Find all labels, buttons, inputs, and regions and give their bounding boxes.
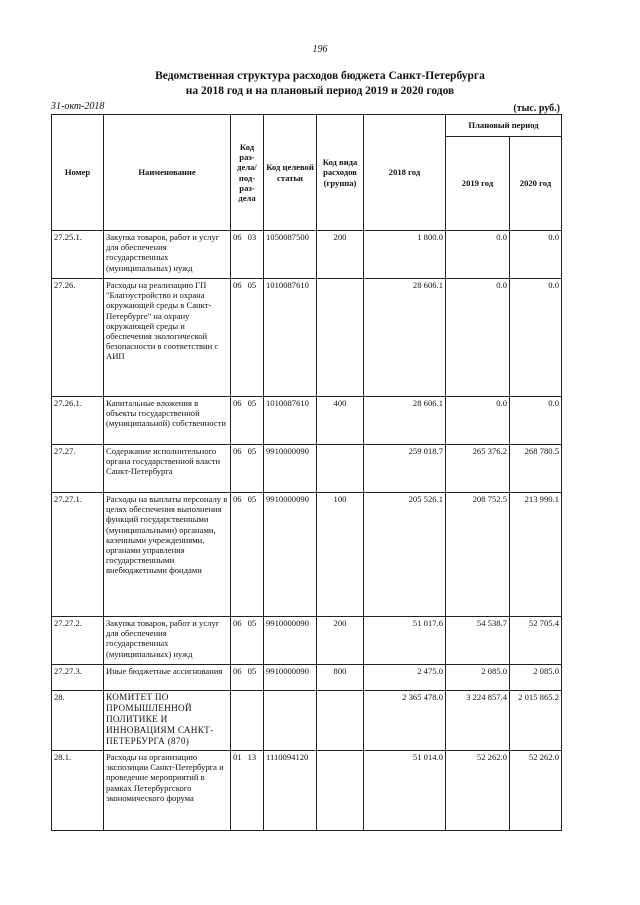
table-row bbox=[52, 445, 562, 493]
units-label: (тыс. руб.) bbox=[513, 103, 560, 114]
header-expense-type: Код вида расходов (группа) bbox=[317, 115, 364, 231]
row-name: Расходы на выплаты персоналу в целях обеспечения выполнения функций государственными (муниципальными) органами, казенными учреждениями, органами управления государственными внебюджетными фондами bbox=[104, 493, 231, 617]
row-name: Расходы на организацию экспозиции Санкт-Петербурга и проведение мероприятий в рамках Петербургского экономического форума bbox=[104, 751, 231, 831]
row-rz: 06 bbox=[233, 494, 242, 504]
row-rz-pr bbox=[231, 279, 264, 397]
row-2018: 28 606.1 bbox=[364, 279, 446, 397]
row-rz: 06 bbox=[233, 618, 242, 628]
row-2020: 0.0 bbox=[510, 397, 562, 445]
table-row bbox=[52, 279, 562, 397]
row-2020: 268 780.5 bbox=[510, 445, 562, 493]
header-target: Код целевой статьи bbox=[264, 115, 317, 231]
table-row bbox=[52, 231, 562, 279]
row-rz-pr bbox=[231, 691, 264, 751]
row-number: 28. bbox=[52, 691, 104, 751]
row-rz: 06 bbox=[233, 232, 242, 242]
row-expense-type: 400 bbox=[317, 397, 364, 445]
row-number: 27.27.3. bbox=[52, 665, 104, 691]
header-rz-pr: Код раз-дела/ под-раз-дела bbox=[231, 115, 264, 231]
row-2019: 0.0 bbox=[446, 279, 510, 397]
budget-table bbox=[51, 114, 562, 831]
row-2020: 0.0 bbox=[510, 279, 562, 397]
row-2018: 51 014.0 bbox=[364, 751, 446, 831]
row-target bbox=[264, 691, 317, 751]
row-number: 28.1. bbox=[52, 751, 104, 831]
row-number: 27.26.1. bbox=[52, 397, 104, 445]
title-line-2: на 2018 год и на плановый период 2019 и 2020 годов bbox=[185, 85, 455, 97]
row-2020: 0.0 bbox=[510, 231, 562, 279]
row-2020: 52 262.0 bbox=[510, 751, 562, 831]
row-expense-type bbox=[317, 279, 364, 397]
table-row bbox=[52, 617, 562, 665]
row-rz-pr bbox=[231, 397, 264, 445]
table-row bbox=[52, 665, 562, 691]
table-row bbox=[52, 691, 562, 751]
row-expense-type bbox=[317, 691, 364, 751]
row-expense-type: 800 bbox=[317, 665, 364, 691]
table-row bbox=[52, 751, 562, 831]
row-expense-type: 100 bbox=[317, 493, 364, 617]
row-target: 9910000090 bbox=[264, 493, 317, 617]
row-target: 1110094120 bbox=[264, 751, 317, 831]
row-2019: 2 085.0 bbox=[446, 665, 510, 691]
row-2018: 205 526.1 bbox=[364, 493, 446, 617]
row-pr: 05 bbox=[247, 618, 257, 628]
table-body bbox=[52, 231, 562, 831]
row-2018: 2 365 478.0 bbox=[364, 691, 446, 751]
row-2018: 2 475.0 bbox=[364, 665, 446, 691]
row-target: 9910000090 bbox=[264, 665, 317, 691]
row-target: 1010087610 bbox=[264, 279, 317, 397]
row-rz-pr bbox=[231, 617, 264, 665]
row-pr: 05 bbox=[247, 280, 257, 290]
row-2019: 52 262.0 bbox=[446, 751, 510, 831]
title-line-1: Ведомственная структура расходов бюджета Санкт-Петербурга bbox=[155, 70, 485, 82]
row-name: Содержание исполнительного органа государственной власти Санкт-Петербурга bbox=[104, 445, 231, 493]
page-number: 196 bbox=[312, 44, 328, 55]
row-rz: 06 bbox=[233, 446, 242, 456]
row-number: 27.25.1. bbox=[52, 231, 104, 279]
row-2020: 52 705.4 bbox=[510, 617, 562, 665]
row-rz-pr bbox=[231, 665, 264, 691]
row-2020: 2 085.0 bbox=[510, 665, 562, 691]
row-name: Иные бюджетные ассигнования bbox=[104, 665, 231, 691]
row-expense-type bbox=[317, 751, 364, 831]
row-number: 27.27.1. bbox=[52, 493, 104, 617]
header-2020: 2020 год bbox=[510, 137, 562, 231]
document-title bbox=[0, 69, 640, 99]
row-expense-type: 200 bbox=[317, 231, 364, 279]
row-rz: 06 bbox=[233, 280, 242, 290]
header-name: Наименование bbox=[104, 115, 231, 231]
row-2018: 1 800.0 bbox=[364, 231, 446, 279]
row-2020: 213 990.1 bbox=[510, 493, 562, 617]
row-name: Расходы на реализацию ГП "Благоустройство и охрана окружающей среды в Санкт-Петербурге" на охрану окружающей среды и обеспечения экологической безопасности в соответствии с АИП bbox=[104, 279, 231, 397]
row-rz-pr bbox=[231, 445, 264, 493]
row-rz-pr bbox=[231, 231, 264, 279]
row-2018: 51 017.6 bbox=[364, 617, 446, 665]
document-date: 31-окт-2018 bbox=[51, 101, 105, 112]
row-number: 27.27.2. bbox=[52, 617, 104, 665]
row-name: КОМИТЕТ ПО ПРОМЫШЛЕННОЙ ПОЛИТИКЕ И ИННОВАЦИЯМ САНКТ-ПЕТЕРБУРГА (870) bbox=[104, 691, 231, 751]
row-target: 1050087500 bbox=[264, 231, 317, 279]
row-2019: 265 376.2 bbox=[446, 445, 510, 493]
header-2018: 2018 год bbox=[364, 115, 446, 231]
row-2018: 259 018.7 bbox=[364, 445, 446, 493]
row-expense-type bbox=[317, 445, 364, 493]
row-expense-type: 200 bbox=[317, 617, 364, 665]
row-2019: 0.0 bbox=[446, 231, 510, 279]
row-2019: 208 752.5 bbox=[446, 493, 510, 617]
row-number: 27.27. bbox=[52, 445, 104, 493]
table-row bbox=[52, 493, 562, 617]
row-2019: 0.0 bbox=[446, 397, 510, 445]
row-rz: 06 bbox=[233, 666, 242, 676]
row-2020: 2 015 865.2 bbox=[510, 691, 562, 751]
row-target: 1010087610 bbox=[264, 397, 317, 445]
row-target: 9910000090 bbox=[264, 617, 317, 665]
table-row bbox=[52, 397, 562, 445]
row-pr: 13 bbox=[247, 752, 257, 762]
header-2019: 2019 год bbox=[446, 137, 510, 231]
row-rz-pr bbox=[231, 493, 264, 617]
row-2018: 28 606.1 bbox=[364, 397, 446, 445]
row-pr: 05 bbox=[247, 666, 257, 676]
row-pr: 05 bbox=[247, 446, 257, 456]
header-planned-period: Плановый период bbox=[446, 115, 562, 137]
header-number: Номер bbox=[52, 115, 104, 231]
row-pr: 03 bbox=[247, 232, 257, 242]
row-number: 27.26. bbox=[52, 279, 104, 397]
row-name: Закупка товаров, работ и услуг для обеспечения государственных (муниципальных) нужд bbox=[104, 231, 231, 279]
row-pr: 05 bbox=[247, 398, 257, 408]
row-2019: 3 224 857.4 bbox=[446, 691, 510, 751]
row-2019: 54 538.7 bbox=[446, 617, 510, 665]
row-pr: 05 bbox=[247, 494, 257, 504]
row-rz-pr bbox=[231, 751, 264, 831]
row-name: Закупка товаров, работ и услуг для обеспечения государственных (муниципальных) нужд bbox=[104, 617, 231, 665]
row-target: 9910000090 bbox=[264, 445, 317, 493]
row-name: Капитальные вложения в объекты государственной (муниципальной) собственности bbox=[104, 397, 231, 445]
row-rz: 01 bbox=[233, 752, 242, 762]
row-rz: 06 bbox=[233, 398, 242, 408]
